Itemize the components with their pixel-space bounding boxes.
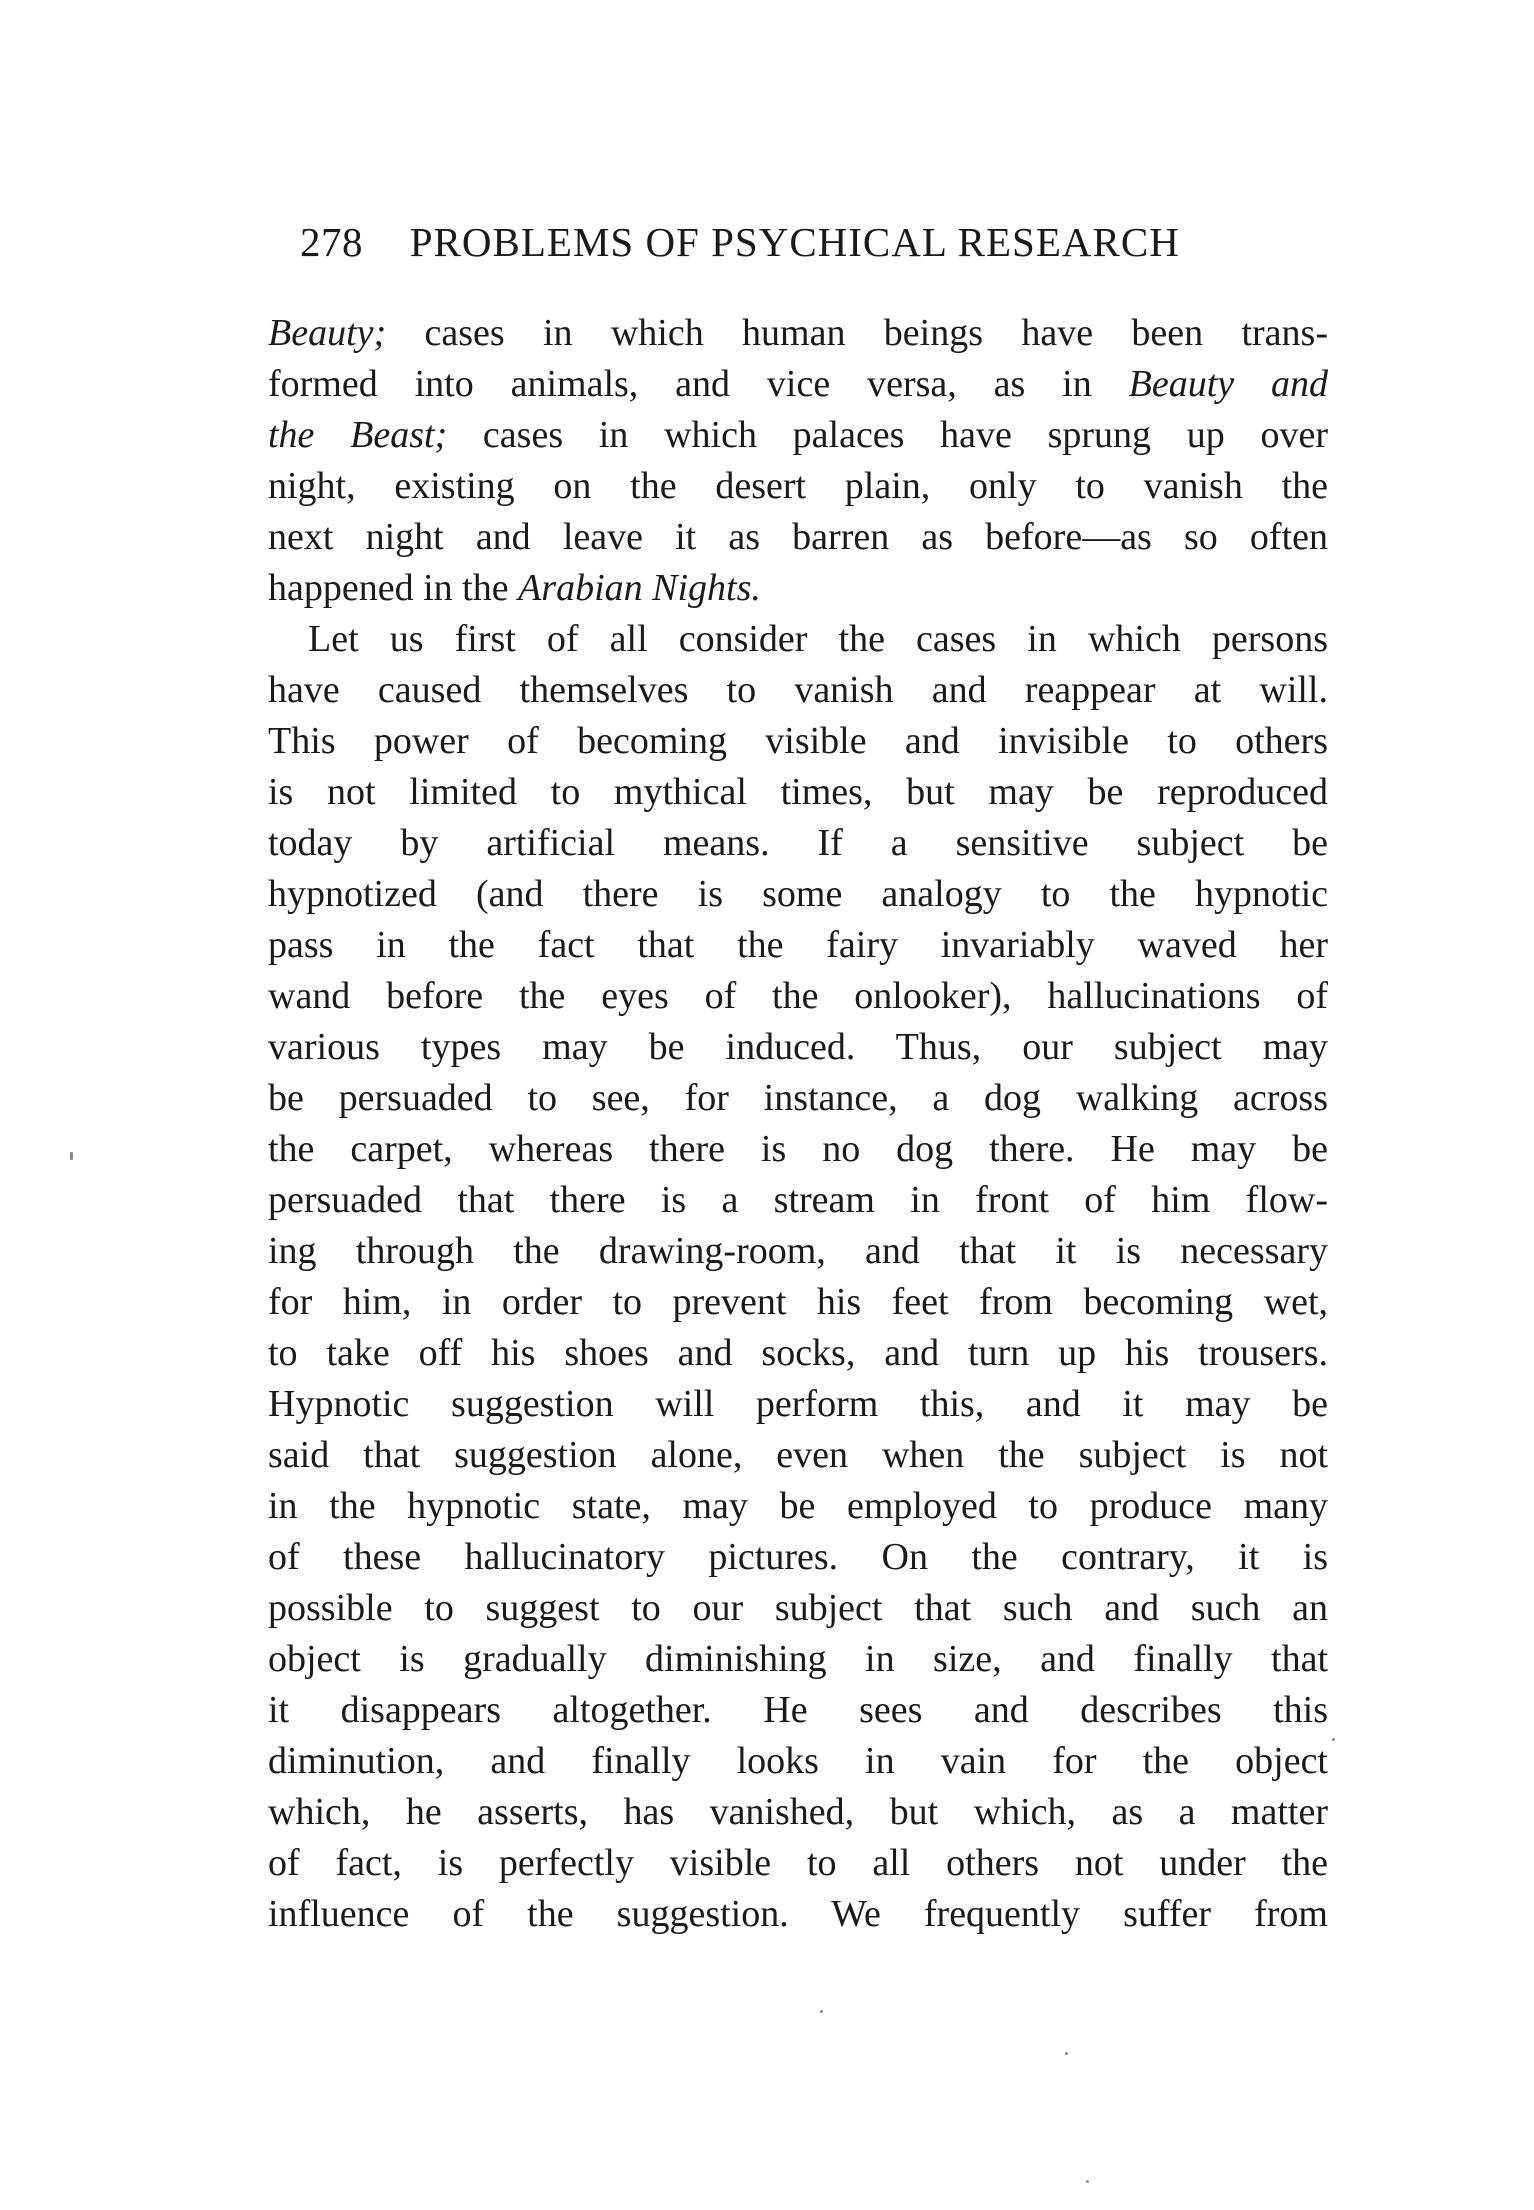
text-line: ing through the drawing-room, and that it is necessary [268, 1230, 1328, 1272]
text-line: have caused themselves to vanish and reappear at will. [268, 669, 1328, 711]
paper-speck [1065, 2052, 1068, 2055]
text-line: for him, in order to prevent his feet from becoming wet, [268, 1281, 1328, 1323]
text-line: Beauty; cases in which human beings have been trans- [268, 312, 1328, 354]
paper-speck [820, 2010, 823, 2013]
book-title: PROBLEMS OF PSYCHICAL RESEARCH [409, 219, 1180, 265]
paper-speck [1332, 1738, 1335, 1741]
text-line: next night and leave it as barren as before—as so often [268, 516, 1328, 558]
page-number: 278 [300, 219, 363, 265]
text-line: said that suggestion alone, even when the subject is not [268, 1434, 1328, 1476]
text-line: it disappears altogether. He sees and describes this [268, 1689, 1328, 1731]
paper-speck [1086, 2180, 1089, 2183]
text-line: of these hallucinatory pictures. On the contrary, it is [268, 1536, 1328, 1578]
running-head [300, 218, 1300, 278]
text-line: formed into animals, and vice versa, as in Beauty and [268, 363, 1328, 405]
text-line: diminution, and finally looks in vain for the object [268, 1740, 1328, 1782]
text-line: wand before the eyes of the onlooker), hallucinations of [268, 975, 1328, 1017]
text-line: Hypnotic suggestion will perform this, and it may be [268, 1383, 1328, 1425]
text-line: of fact, is perfectly visible to all others not under the [268, 1842, 1328, 1884]
text-line: object is gradually diminishing in size, and finally that [268, 1638, 1328, 1680]
text-line: to take off his shoes and socks, and turn up his trousers. [268, 1332, 1328, 1374]
text-line: happened in the Arabian Nights. [268, 567, 761, 609]
text-line: influence of the suggestion. We frequently suffer from [268, 1893, 1328, 1935]
text-line: today by artificial means. If a sensitive subject be [268, 822, 1328, 864]
text-line: persuaded that there is a stream in front of him flow- [268, 1179, 1328, 1221]
text-line: night, existing on the desert plain, only to vanish the [268, 465, 1328, 507]
text-line: is not limited to mythical times, but may be reproduced [268, 771, 1328, 813]
text-line: the carpet, whereas there is no dog there. He may be [268, 1128, 1328, 1170]
text-line: the Beast; cases in which palaces have sprung up over [268, 414, 1328, 456]
text-line: be persuaded to see, for instance, a dog walking across [268, 1077, 1328, 1119]
paper-speck [70, 1152, 73, 1160]
text-line: various types may be induced. Thus, our subject may [268, 1026, 1328, 1068]
paragraph-first-line: Let us first of all consider the cases in which persons [308, 618, 1328, 660]
text-line: This power of becoming visible and invisible to others [268, 720, 1328, 762]
text-line: pass in the fact that the fairy invariably waved her [268, 924, 1328, 966]
text-line: hypnotized (and there is some analogy to the hypnotic [268, 873, 1328, 915]
text-line: possible to suggest to our subject that such and such an [268, 1587, 1328, 1629]
body-text [268, 308, 1328, 1940]
text-line: in the hypnotic state, may be employed to produce many [268, 1485, 1328, 1527]
text-line: which, he asserts, has vanished, but which, as a matter [268, 1791, 1328, 1833]
